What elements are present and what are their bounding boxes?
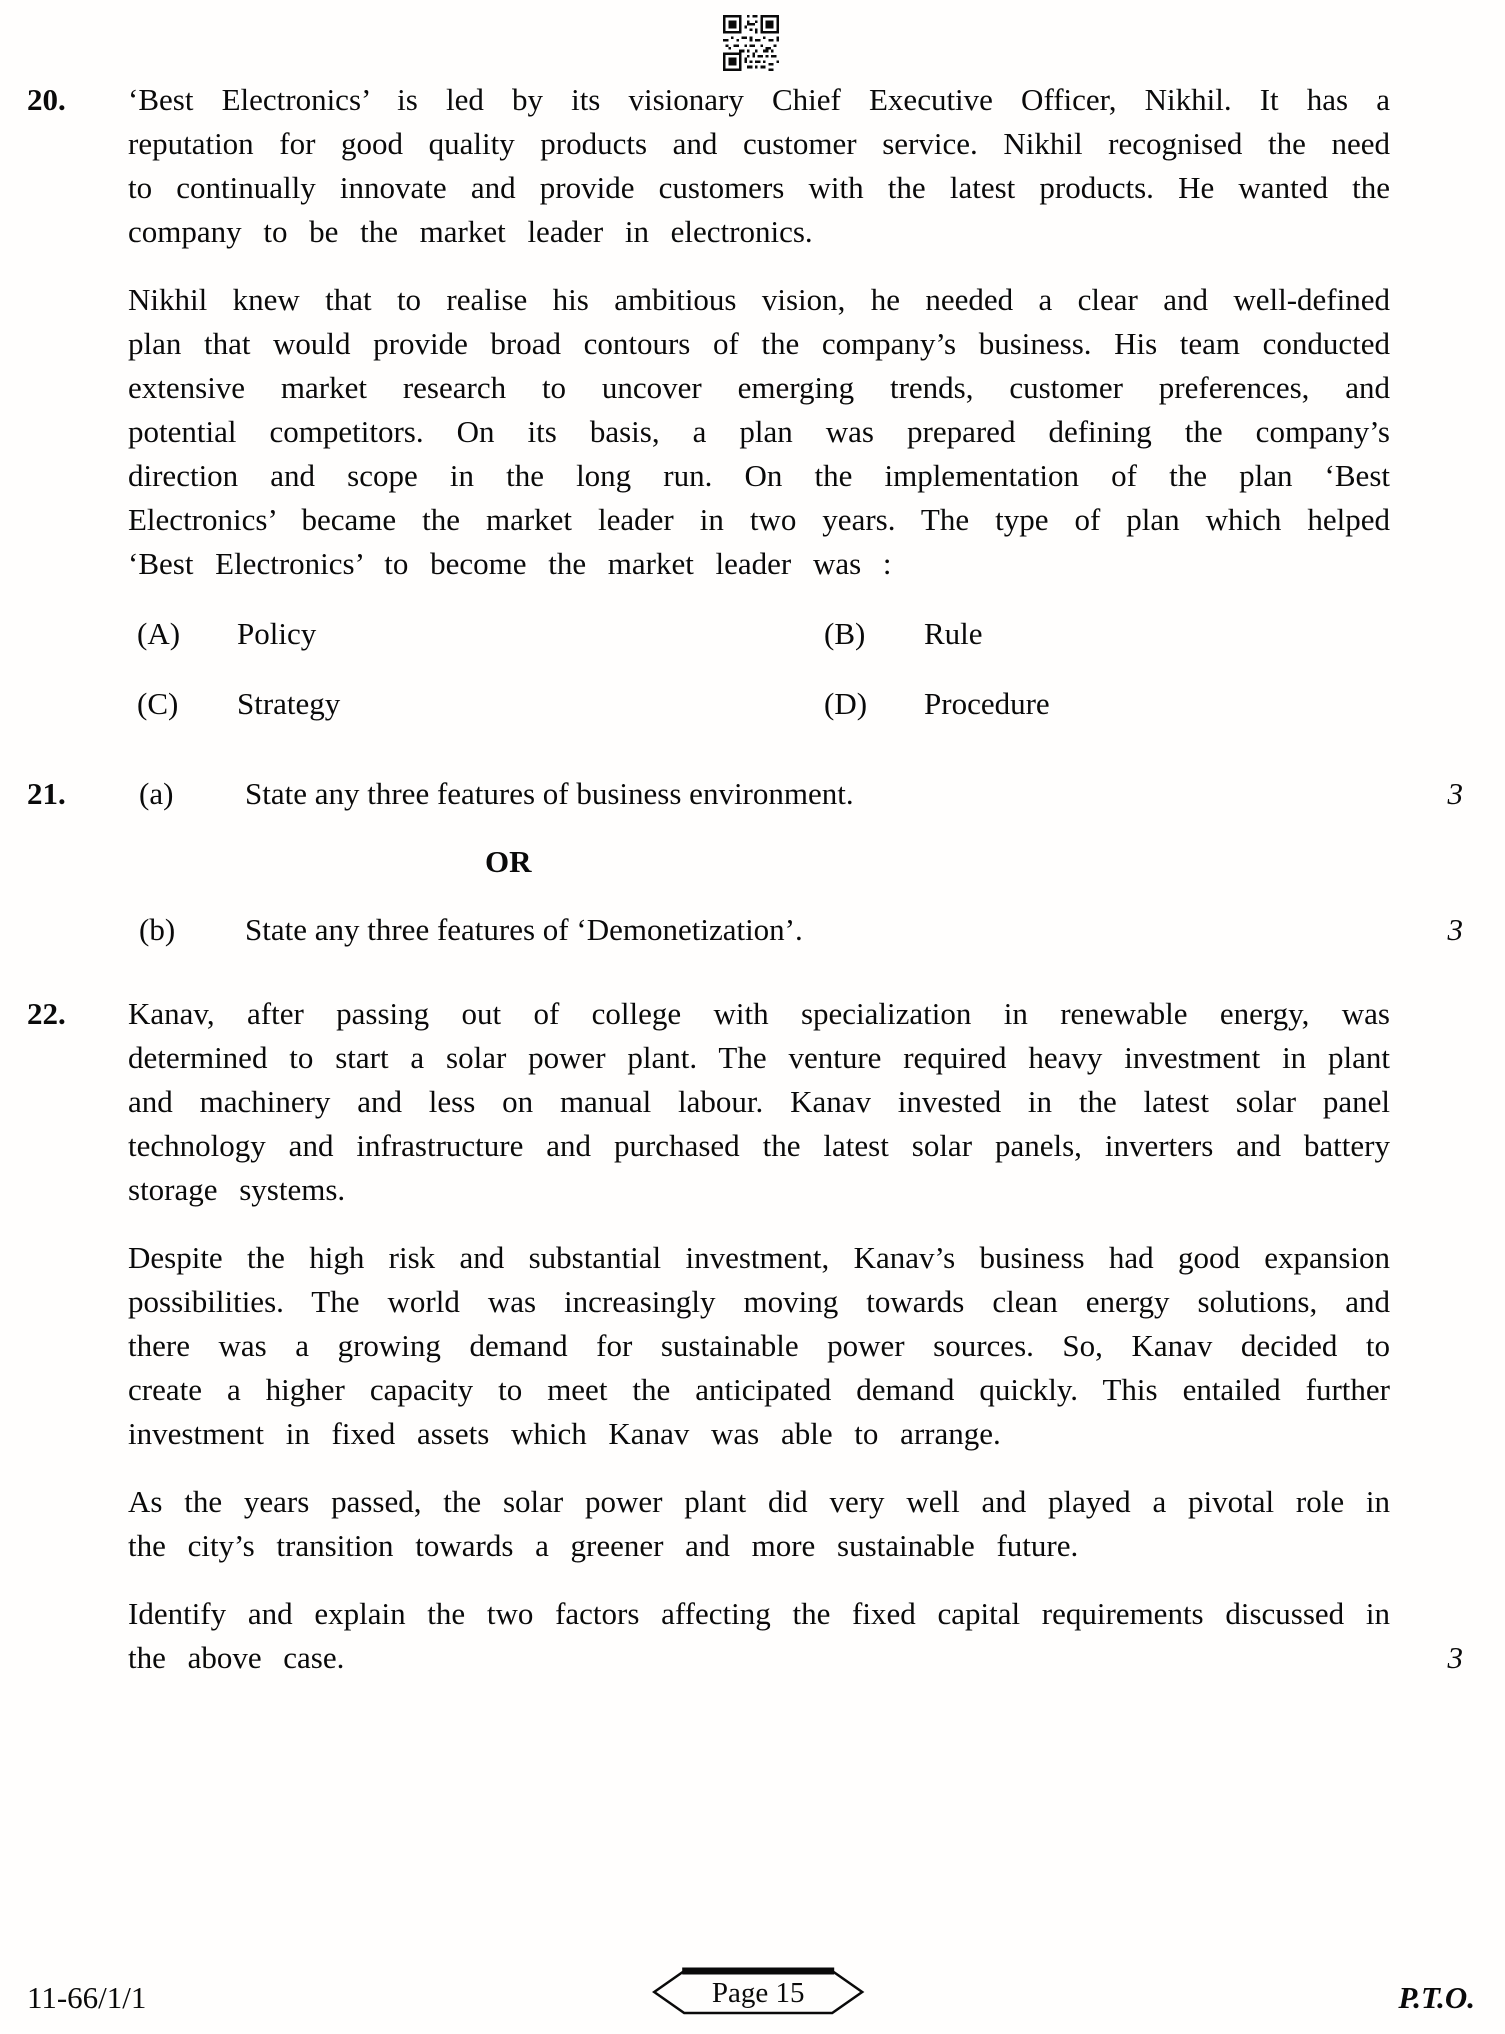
question-20-body	[128, 78, 1390, 726]
part-label: (b)	[139, 912, 176, 947]
option-a	[128, 612, 815, 656]
option-text: Procedure	[924, 686, 1050, 721]
or-separator: OR	[485, 844, 532, 879]
question-paragraph: Kanav, after passing out of college with specialization in renewable energy, was determined to start a solar power plant. The venture required heavy investment in plant and machinery and less on manual labour. Kanav invested in the latest solar panel technology and infrastructure and purchased the latest solar panels, inverters and battery storage systems.	[128, 996, 1390, 1207]
question-paragraph: Despite the high risk and substantial investment, Kanav’s business had good expansion possibilities. The world was increasingly moving towards clean energy solutions, and there was a growing demand for sustainable power sources. So, Kanav decided to create a higher capacity to meet the anticipated demand quickly. This entailed further investment in fixed assets which Kanav was able to arrange.	[128, 1240, 1390, 1451]
page-footer	[27, 1966, 1475, 2018]
option-b	[815, 612, 1390, 656]
page-number-label: Page 15	[711, 1976, 805, 2009]
option-text: Rule	[924, 616, 983, 651]
part-text: State any three features of business environment.	[245, 776, 854, 811]
question-21-part-b	[128, 908, 1390, 952]
question-number: 22.	[27, 996, 66, 1031]
option-label: (A)	[137, 616, 181, 651]
option-label: (B)	[824, 616, 866, 651]
question-number: 20.	[27, 82, 66, 117]
question-paragraph: Identify and explain the two factors affecting the fixed capital requirements discussed in the above case.	[128, 1596, 1390, 1675]
pto-label: P.T.O.	[1398, 1980, 1475, 2015]
page-number-badge	[638, 1966, 878, 2018]
part-text: State any three features of ‘Demonetization’.	[245, 912, 803, 947]
question-22	[27, 992, 1475, 1680]
question-number: 21.	[27, 776, 66, 811]
option-text: Strategy	[237, 686, 341, 721]
option-c	[128, 682, 815, 726]
option-label: (D)	[824, 686, 868, 721]
paper-code: 11-66/1/1	[27, 1980, 147, 2015]
option-d	[815, 682, 1390, 726]
options-grid	[128, 612, 1390, 726]
qr-row	[27, 14, 1475, 72]
question-20	[27, 78, 1475, 726]
marks-badge: 3	[1447, 912, 1463, 947]
option-text: Policy	[237, 616, 317, 651]
marks-badge: 3	[1447, 1640, 1463, 1675]
part-label: (a)	[139, 776, 174, 811]
question-paragraph: As the years passed, the solar power plant did very well and played a pivotal role in the city’s transition towards a greener and more sustainable future.	[128, 1484, 1390, 1563]
question-21	[27, 772, 1475, 952]
question-paragraph: ‘Best Electronics’ is led by its visionary Chief Executive Officer, Nikhil. It has a reputation for good quality products and customer service. Nikhil recognised the need to continually innovate and provide customers with the latest products. He wanted the company to be the market leader in electronics.	[128, 82, 1390, 249]
question-paragraph: Nikhil knew that to realise his ambitious vision, he needed a clear and well-defined plan that would provide broad contours of the company’s business. His team conducted extensive market research to uncover emerging trends, customer preferences, and potential competitors. On its basis, a plan was prepared defining the company’s direction and scope in the long run. On the implementation of the plan ‘Best Electronics’ became the market leader in two years. The type of plan which helped ‘Best Electronics’ to become the market leader was :	[128, 282, 1390, 581]
marks-badge: 3	[1447, 776, 1463, 811]
qr-code-icon	[723, 14, 779, 72]
question-21-part-a	[128, 772, 1390, 816]
option-label: (C)	[137, 686, 179, 721]
